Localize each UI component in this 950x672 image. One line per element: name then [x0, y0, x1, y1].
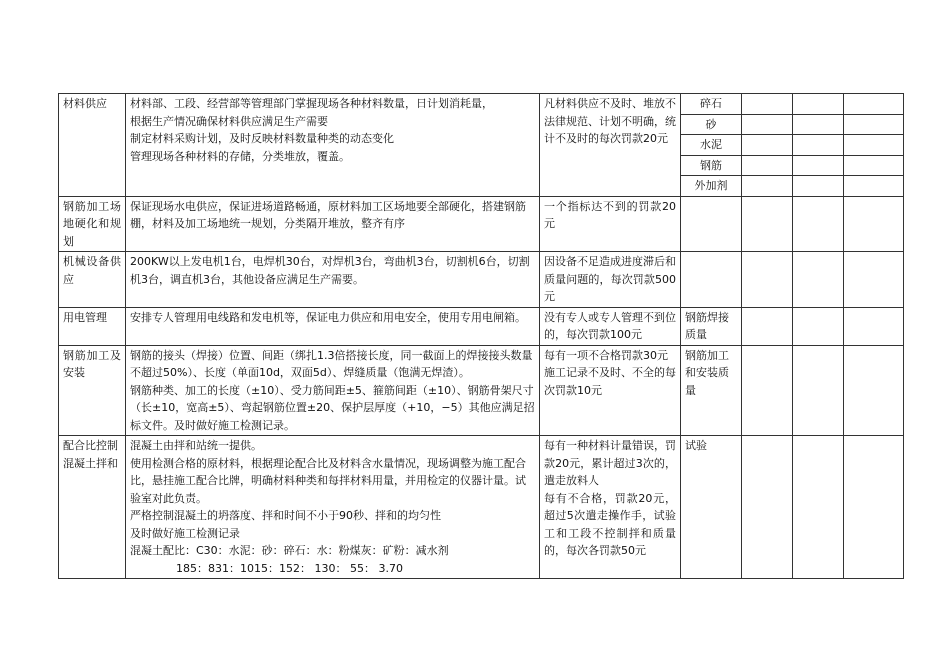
- table-row: [59, 252, 904, 308]
- content-cell: [126, 345, 540, 436]
- empty-cell: [844, 135, 904, 156]
- inspection-item-cell: 钢筋加工和安装质量: [681, 345, 742, 436]
- empty-cell: [844, 196, 904, 252]
- material-control-table: [58, 93, 904, 579]
- content-line: 管理现场各种材料的存储，分类堆放，覆盖。: [130, 149, 350, 163]
- empty-cell: [793, 252, 844, 308]
- empty-cell: [844, 176, 904, 197]
- empty-cell: [742, 176, 793, 197]
- penalty-line: 施工记录不及时、不全的每次罚款10元: [544, 366, 676, 397]
- empty-cell: [681, 196, 742, 252]
- category-line: 混凝土拌和: [63, 456, 118, 470]
- empty-cell: [742, 345, 793, 436]
- penalty-cell: 凡材料供应不及时、堆放不法律规范、计划不明确，统计不及时的每次罚款20元: [540, 94, 681, 197]
- empty-cell: [844, 155, 904, 176]
- content-line: 严格控制混凝土的坍落度、拌和时间不小于90秒、拌和的均匀性: [130, 509, 441, 522]
- material-cell: 外加剂: [681, 176, 742, 197]
- material-cell: 钢筋: [681, 155, 742, 176]
- empty-cell: [793, 135, 844, 156]
- content-cell: [126, 307, 540, 345]
- content-line: 材料部、工段、经营部等管理部门掌握现场各种材料数量，日计划消耗量，: [130, 97, 493, 110]
- table-row: [59, 307, 904, 345]
- empty-cell: [742, 114, 793, 135]
- empty-cell: [793, 196, 844, 252]
- empty-cell: [742, 135, 793, 156]
- material-cell: 砂: [681, 114, 742, 135]
- content-line: 钢筋的接头（焊接）位置、间距（绑扎1.3倍搭接长度，同一截面上的焊接接头数量不超过50%）、长度（单面10d，双面5d）、焊缝质量（饱满无焊渣）。: [130, 348, 533, 379]
- category-cell: 钢筋加工场地硬化和规划: [59, 196, 126, 252]
- empty-cell: [844, 307, 904, 345]
- empty-cell: [793, 307, 844, 345]
- penalty-cell: 一个指标达不到的罚款20元: [540, 196, 681, 252]
- penalty-cell: [540, 345, 681, 436]
- table-row: [59, 345, 904, 436]
- empty-cell: [742, 94, 793, 115]
- category-cell: 机械设备供应: [59, 252, 126, 308]
- penalty-line: 每有一项不合格罚款30元: [544, 348, 668, 362]
- content-cell: [126, 94, 540, 197]
- mix-ratio-line: 185：831：1015：152： 130： 55： 3.70: [176, 561, 403, 575]
- empty-cell: [793, 345, 844, 436]
- empty-cell: [793, 155, 844, 176]
- penalty-cell: 因设备不足造成进度滞后和质量问题的，每次罚款500元: [540, 252, 681, 308]
- content-cell: [126, 252, 540, 308]
- inspection-item-cell: 试验: [681, 436, 742, 579]
- content-line: 钢筋种类、加工的长度（±10）、受力筋间距±5、箍筋间距（±10）、钢筋骨架尺寸（长±10，宽高±5）、弯起钢筋位置±20、保护层厚度（+10，−5）其他应满足招标文件。及时做好施工检测记录。: [130, 383, 535, 432]
- empty-cell: [793, 114, 844, 135]
- category-cell: 用电管理: [59, 307, 126, 345]
- empty-cell: [844, 345, 904, 436]
- content-cell: [126, 436, 540, 579]
- empty-cell: [793, 436, 844, 579]
- category-cell: 材料供应: [59, 94, 126, 197]
- empty-cell: [844, 252, 904, 308]
- empty-cell: [742, 196, 793, 252]
- penalty-line: 每有一种材料计量错误，罚款20元，累计超过3次的，遣走放料人: [544, 439, 676, 487]
- content-line: 混凝土由拌和站统一提供。: [130, 439, 262, 452]
- material-cell: 碎石: [681, 94, 742, 115]
- empty-cell: [844, 436, 904, 579]
- category-cell: [59, 436, 126, 579]
- content-cell: [126, 196, 540, 252]
- empty-cell: [681, 252, 742, 308]
- table-row: [59, 94, 904, 115]
- content-line: 及时做好施工检测记录: [130, 526, 240, 540]
- empty-cell: [742, 436, 793, 579]
- penalty-cell: [540, 436, 681, 579]
- empty-cell: [793, 176, 844, 197]
- content-line: 安排专人管理用电线路和发电机等，保证电力供应和用电安全，使用专用电闸箱。: [130, 310, 526, 324]
- content-line: 根据生产情况确保材料供应满足生产需要: [130, 114, 328, 128]
- content-line: 使用检测合格的原材料，根据理论配合比及材料含水量情况，现场调整为施工配合比，悬挂施工配合比牌，明确材料种类和每拌材料用量，并用检定的仪器计量。试验室对此负责。: [130, 456, 526, 505]
- penalty-cell: 没有专人或专人管理不到位的，每次罚款100元: [540, 307, 681, 345]
- content-line: 200KW以上发电机1台，电焊机30台，对焊机3台，弯曲机3台，切割机6台，切割机3台，调直机3台，其他设备应满足生产需要。: [130, 255, 530, 286]
- table-row: [59, 196, 904, 252]
- inspection-item-cell: 钢筋焊接质量: [681, 307, 742, 345]
- category-line: 配合比控制: [63, 439, 118, 452]
- empty-cell: [742, 307, 793, 345]
- empty-cell: [844, 94, 904, 115]
- empty-cell: [742, 252, 793, 308]
- empty-cell: [793, 94, 844, 115]
- category-cell: 钢筋加工及安装: [59, 345, 126, 436]
- penalty-line: 每有不合格，罚款20元，超过5次遣走操作手，试验工和工段不控制拌和质量的，每次各罚款50元: [544, 491, 676, 557]
- content-line: 制定材料采购计划，及时反映材料数量种类的动态变化: [130, 132, 394, 145]
- content-line: 保证现场水电供应，保证进场道路畅通，原材料加工区场地要全部硬化，搭建钢筋棚，材料及加工场地统一规划，分类隔开堆放，整齐有序: [130, 199, 526, 230]
- material-cell: 水泥: [681, 135, 742, 156]
- content-line: 混凝土配比：C30：水泥：砂：碎石：水：粉煤灰：矿粉：减水剂: [130, 544, 449, 557]
- empty-cell: [844, 114, 904, 135]
- table-row: [59, 436, 904, 579]
- empty-cell: [742, 155, 793, 176]
